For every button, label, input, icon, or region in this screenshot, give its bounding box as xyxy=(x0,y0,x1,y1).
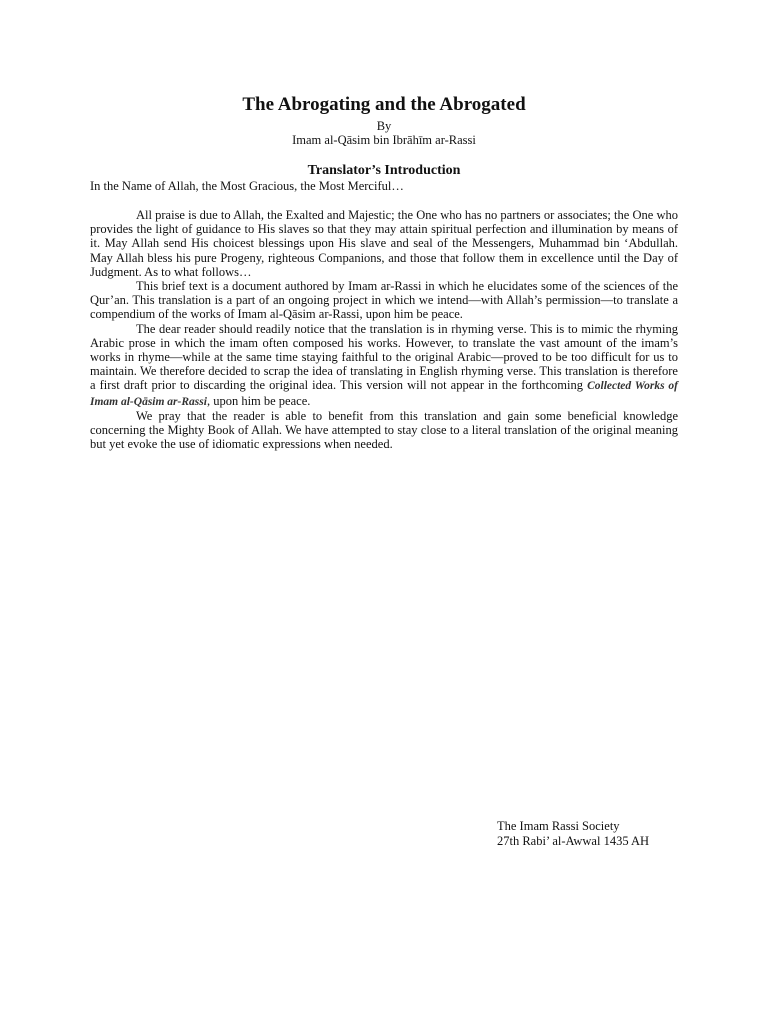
paragraph-rhyming-verse-text: The dear reader should readily notice that the translation is in rhyming verse. This is to mimic the rhyming Arabic prose in which the imam often composed his works. However, to translate the vast amount of the imam’s works in rhyme—while at the same time staying faithful to the original Arabic—proved to be too difficult for us to maintain. We therefore decided to scrap the idea of translating in English rhyming verse. This translation is therefore a first draft prior to discarding the original idea. This version will not appear in the forthcoming xyxy=(90,321,678,393)
signature-organization: The Imam Rassi Society xyxy=(497,819,620,833)
paragraph-praise: All praise is due to Allah, the Exalted and Majestic; the One who has no partners or associates; the One who provides the light of guidance to His slaves so that they may attain spiritual perfection and illumination by means of it. May Allah send His choicest blessings upon His slave and seal of the Messengers, Muhammad bin ‘Abdullah. May Allah bless his pure Progeny, righteous Companions, and those that follow them in excellence until the Day of Judgment. As to what follows… xyxy=(90,208,678,279)
paragraph-prayer: We pray that the reader is able to benefit from this translation and gain some beneficial knowledge concerning the Mighty Book of Allah. We have attempted to stay close to a literal translation of the original meaning but yet evoke the use of idiomatic expressions when needed. xyxy=(90,408,678,452)
author-name: Imam al-Qāsim bin Ibrāhīm ar-Rassi xyxy=(292,133,476,147)
paragraph-rhyming-verse-end: , upon him be peace. xyxy=(206,393,311,408)
document-page xyxy=(90,94,678,451)
introduction-body xyxy=(90,208,678,451)
signature-date: 27th Rabi’ al-Awwal 1435 AH xyxy=(497,834,650,848)
book-title-reference: Collected Works of Imam al-Qāsim ar-Rassi xyxy=(90,380,678,408)
byline: By xyxy=(376,119,392,133)
basmala-line: In the Name of Allah, the Most Gracious, the Most Merciful… xyxy=(90,179,404,193)
signature-block xyxy=(497,819,649,849)
section-heading: Translator’s Introduction xyxy=(307,163,461,178)
paragraph-rhyming-verse xyxy=(90,322,678,409)
document-title: The Abrogating and the Abrogated xyxy=(242,94,526,115)
paragraph-about-text: This brief text is a document authored by Imam ar-Rassi in which he elucidates some of the sciences of the Qur’an. This translation is a part of an ongoing project in which we intend—with Allah’s permission—to translate a compendium of the works of Imam al-Qāsim ar-Rassi, upon him be peace. xyxy=(90,279,678,322)
